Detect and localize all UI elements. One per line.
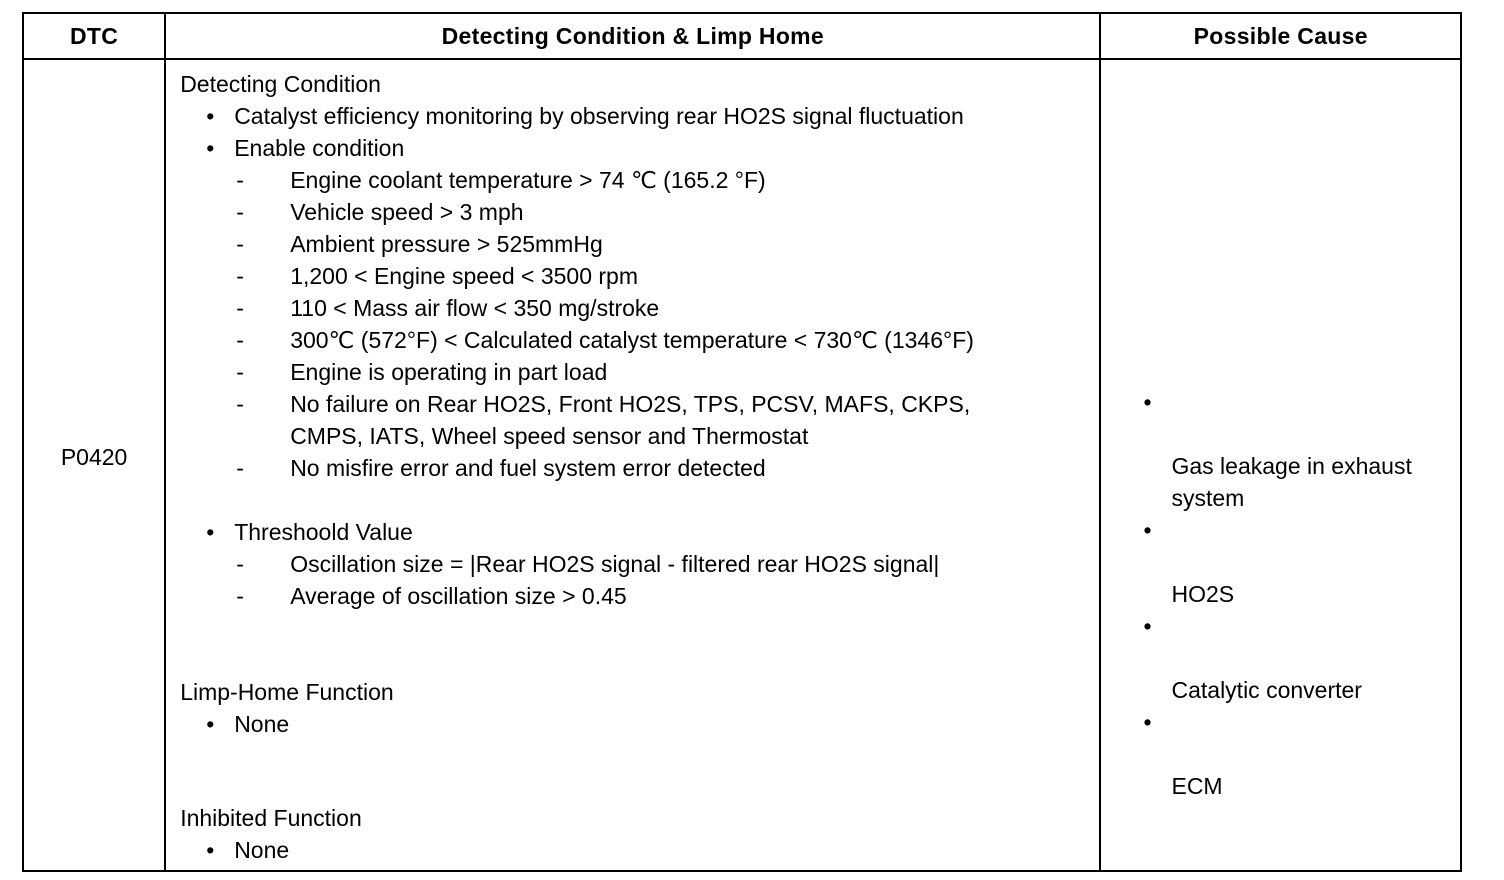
threshold-item xyxy=(180,548,1099,580)
table-row xyxy=(23,59,1461,871)
inhibited-item: None xyxy=(234,837,290,863)
dash-icon: - xyxy=(236,295,244,321)
inhibited-title: Inhibited Function xyxy=(180,805,362,831)
enable-condition-item xyxy=(180,356,1099,388)
enable-condition-text: No misfire error and fuel system error detected xyxy=(290,455,766,481)
bullet-icon: • xyxy=(1143,613,1152,639)
enable-condition-text: No failure on Rear HO2S, Front HO2S, TPS, PCSV, MAFS, CKPS, CMPS, IATS, Wheel speed sensor and Thermostat xyxy=(290,391,971,449)
bullet-icon: • xyxy=(206,135,215,161)
spacer xyxy=(180,612,1099,676)
bullet-icon: • xyxy=(206,711,215,737)
possible-cause-list xyxy=(1101,386,1460,802)
enable-condition-item xyxy=(180,260,1099,292)
bullet-icon: • xyxy=(1143,709,1152,735)
enable-condition-text: Vehicle speed > 3 mph xyxy=(290,199,524,225)
list-item xyxy=(180,132,1099,164)
cause-text: ECM xyxy=(1171,773,1223,799)
threshold-item xyxy=(180,580,1099,612)
dash-icon: - xyxy=(236,455,244,481)
enable-condition-text: Engine is operating in part load xyxy=(290,359,608,385)
bullet-icon: • xyxy=(206,519,215,545)
enable-condition-text: 110 < Mass air flow < 350 mg/stroke xyxy=(290,295,660,321)
dash-icon: - xyxy=(236,263,244,289)
cause-text: HO2S xyxy=(1171,581,1235,607)
bullet-icon: • xyxy=(1143,517,1152,543)
list-item xyxy=(180,516,1099,548)
dash-icon: - xyxy=(236,199,244,225)
threshold-title: Threshoold Value xyxy=(234,519,413,545)
list-item xyxy=(180,708,1099,740)
dtc-code: P0420 xyxy=(23,59,165,871)
dash-icon: - xyxy=(236,327,244,353)
possible-cause-cell xyxy=(1100,59,1461,871)
threshold-text: Average of oscillation size > 0.45 xyxy=(290,583,627,609)
dash-icon: - xyxy=(236,167,244,193)
dash-icon: - xyxy=(236,391,244,417)
enable-condition-item xyxy=(180,228,1099,260)
detecting-condition-title: Detecting Condition xyxy=(180,71,381,97)
enable-condition-item xyxy=(180,292,1099,324)
bullet-icon: • xyxy=(206,103,215,129)
list-item xyxy=(1101,514,1460,610)
header-detecting-condition: Detecting Condition & Limp Home xyxy=(165,13,1100,59)
enable-condition-item xyxy=(180,388,1099,452)
header-dtc: DTC xyxy=(23,13,165,59)
dash-icon: - xyxy=(236,231,244,257)
threshold-text: Oscillation size = |Rear HO2S signal - filtered rear HO2S signal| xyxy=(290,551,940,577)
enable-condition-text: Ambient pressure > 525mmHg xyxy=(290,231,603,257)
header-possible-cause: Possible Cause xyxy=(1100,13,1461,59)
limp-home-item: None xyxy=(234,711,290,737)
enable-condition-text: 1,200 < Engine speed < 3500 rpm xyxy=(290,263,639,289)
list-item xyxy=(1101,706,1460,802)
list-item xyxy=(1101,610,1460,706)
cause-text: Gas leakage in exhaust system xyxy=(1171,453,1412,511)
limp-home-title: Limp-Home Function xyxy=(180,679,394,705)
bullet-text: Enable condition xyxy=(234,135,405,161)
detecting-condition-cell xyxy=(165,59,1100,871)
enable-condition-item xyxy=(180,452,1099,484)
bullet-icon: • xyxy=(206,837,215,863)
dash-icon: - xyxy=(236,551,244,577)
cause-text: Catalytic converter xyxy=(1171,677,1362,703)
dash-icon: - xyxy=(236,583,244,609)
enable-condition-text: Engine coolant temperature > 74 ℃ (165.2 °F) xyxy=(290,167,766,193)
list-item xyxy=(1101,386,1460,514)
dash-icon: - xyxy=(236,359,244,385)
spacer xyxy=(180,484,1099,516)
enable-condition-item xyxy=(180,164,1099,196)
enable-condition-text: 300℃ (572°F) < Calculated catalyst temperature < 730℃ (1346°F) xyxy=(290,327,974,353)
list-item xyxy=(180,834,1099,866)
spacer xyxy=(180,740,1099,802)
dtc-table xyxy=(22,12,1462,872)
list-item xyxy=(180,100,1099,132)
bullet-text: Catalyst efficiency monitoring by observing rear HO2S signal fluctuation xyxy=(234,103,964,129)
enable-condition-item xyxy=(180,324,1099,356)
header-row xyxy=(23,13,1461,59)
enable-condition-item xyxy=(180,196,1099,228)
bullet-icon: • xyxy=(1143,389,1152,415)
